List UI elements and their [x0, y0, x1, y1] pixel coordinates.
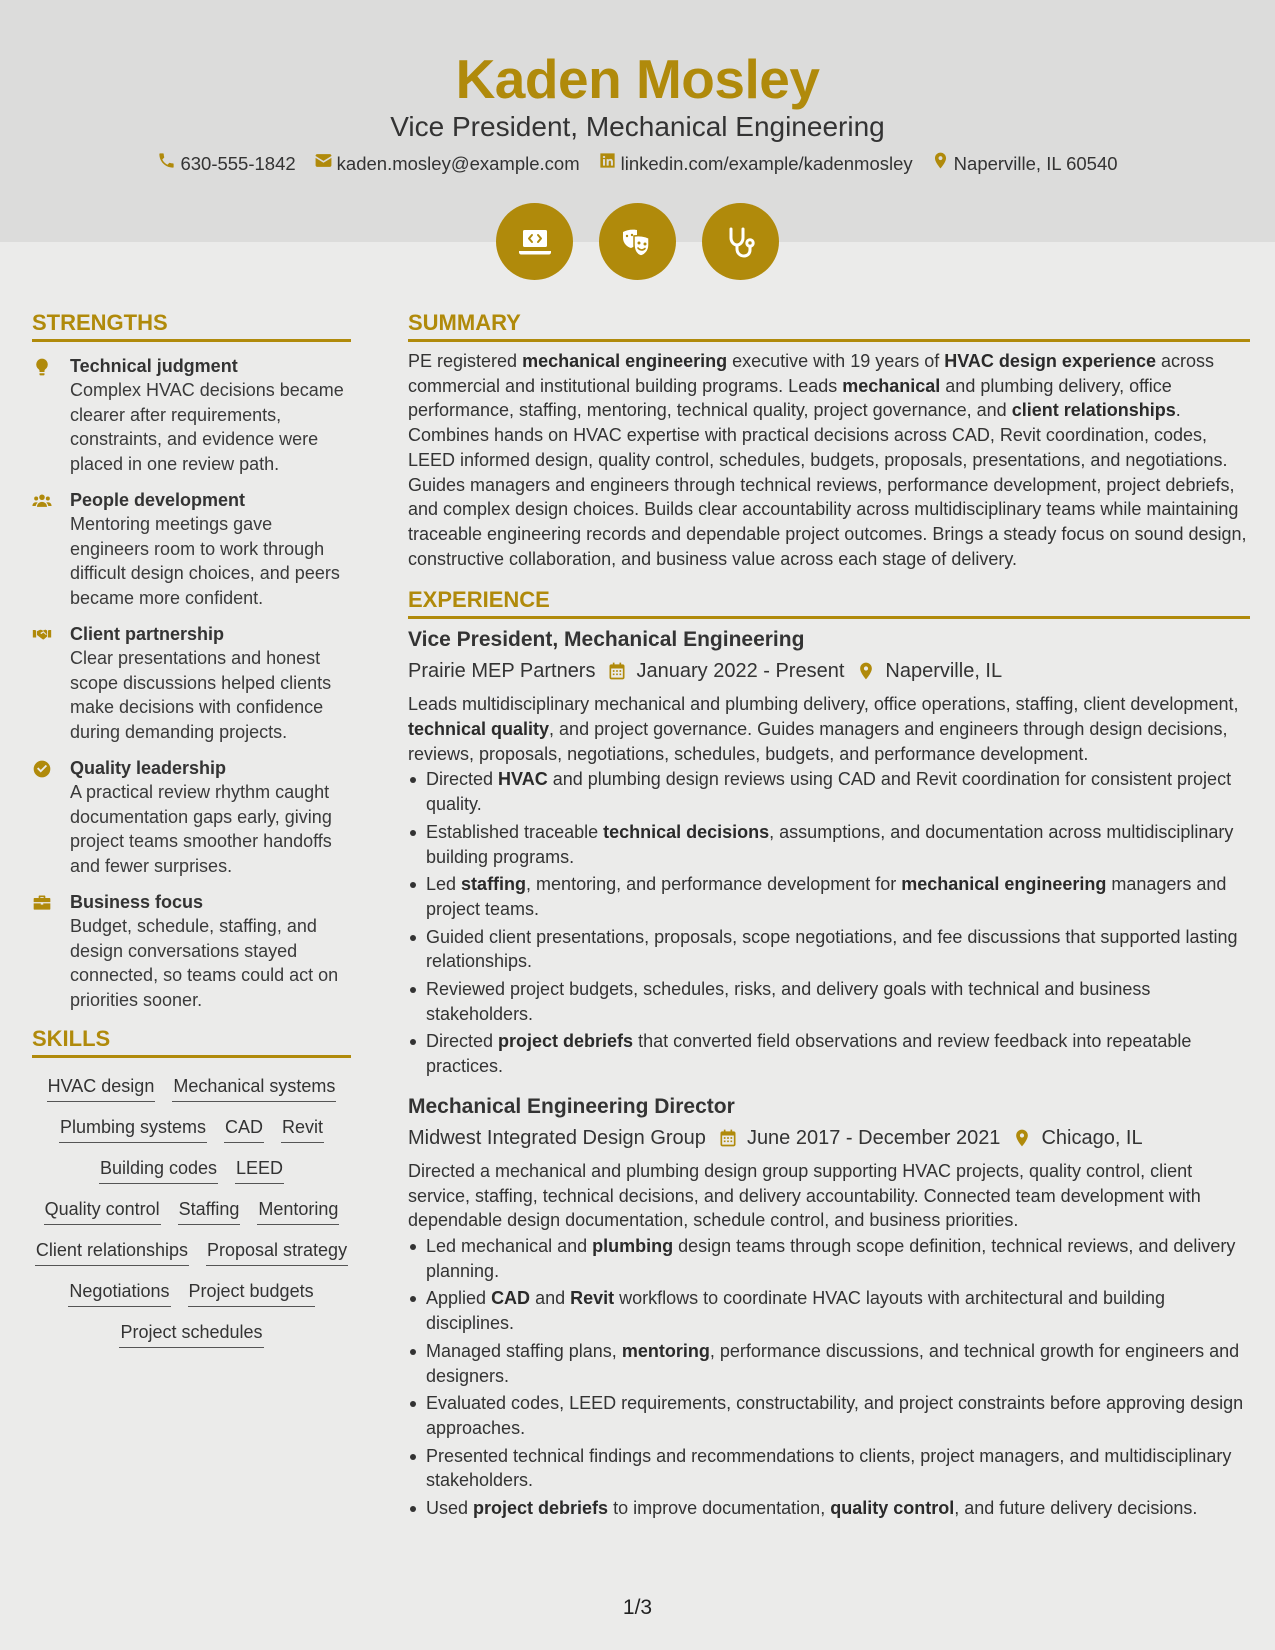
- map-pin-icon: [856, 661, 876, 681]
- strengths-list: [32, 354, 351, 1012]
- candidate-title: Vice President, Mechanical Engineering: [390, 111, 885, 142]
- job-role: Vice President, Mechanical Engineering: [408, 628, 805, 652]
- strength-item: [32, 890, 351, 1012]
- location-text: Naperville, IL 60540: [953, 153, 1118, 174]
- contact-row: [0, 151, 1275, 177]
- job-bullets: [408, 767, 1250, 1078]
- stethoscope-icon: [702, 203, 779, 280]
- job-location: Naperville, IL: [885, 660, 1003, 683]
- skills-section: [32, 1024, 351, 1348]
- linkedin-icon: [598, 151, 617, 177]
- job-bullet: Directed project debriefs that converted field observations and review feedback into repeatable practices.: [408, 1029, 1250, 1078]
- strength-desc: Mentoring meetings gave engineers room to work through difficult design choices, and peers became more confident.: [70, 514, 340, 608]
- strength-title: Technical judgment: [70, 356, 238, 376]
- job-company: Prairie MEP Partners: [408, 660, 596, 683]
- strength-desc: Complex HVAC decisions became clearer after requirements, constraints, and evidence were placed in one review path.: [70, 380, 344, 474]
- skill-tag: Client relationships: [35, 1238, 189, 1266]
- candidate-name: Kaden Mosley: [455, 48, 820, 110]
- skill-tag: Negotiations: [68, 1279, 170, 1307]
- check-circle-icon: [32, 756, 70, 878]
- job-entry: [408, 1093, 1250, 1521]
- calendar-icon: [607, 661, 627, 681]
- job-description: Leads multidisciplinary mechanical and plumbing delivery, office operations, staffing, client development, technical quality, and project governance. Guides managers and engineers through design decisions, reviews, proposals, negotiations, schedules, budgets, and performance development.: [408, 694, 1239, 764]
- skill-tag: Revit: [281, 1115, 324, 1143]
- job-company: Midwest Integrated Design Group: [408, 1126, 706, 1149]
- contact-phone[interactable]: [157, 151, 295, 177]
- job-bullet: Directed HVAC and plumbing design reviews using CAD and Revit coordination for consistent project quality.: [408, 767, 1250, 816]
- job-entry: [408, 626, 1250, 1079]
- skill-tag: LEED: [235, 1156, 284, 1184]
- job-bullet: Evaluated codes, LEED requirements, constructability, and project constraints before approving design approaches.: [408, 1391, 1250, 1440]
- skill-tag: HVAC design: [47, 1074, 156, 1102]
- skill-tag: Quality control: [44, 1197, 161, 1225]
- skills-heading: SKILLS: [32, 1024, 351, 1058]
- job-role: Mechanical Engineering Director: [408, 1094, 735, 1118]
- skill-tag: Mechanical systems: [172, 1074, 336, 1102]
- skill-tag: Project budgets: [188, 1279, 315, 1307]
- skill-tag: Proposal strategy: [206, 1238, 348, 1266]
- job-description: Directed a mechanical and plumbing design group supporting HVAC projects, quality control, client service, staffing, technical decisions, and delivery accountability. Connected team development with dependable design documentation, schedule control, and business priorities.: [408, 1160, 1201, 1231]
- job-bullet: Used project debriefs to improve documentation, quality control, and future delivery decisions.: [408, 1496, 1250, 1521]
- experience-section: [408, 585, 1250, 1520]
- job-bullet: Led staffing, mentoring, and performance development for mechanical engineering managers and project teams.: [408, 872, 1250, 921]
- skill-tag: CAD: [224, 1115, 264, 1143]
- job-bullet: Led mechanical and plumbing design teams through scope definition, technical reviews, and delivery planning.: [408, 1234, 1250, 1283]
- job-location: Chicago, IL: [1041, 1126, 1143, 1149]
- summary-heading: SUMMARY: [408, 308, 1250, 342]
- job-dates: June 2017 - December 2021: [746, 1126, 1001, 1149]
- right-column: [408, 308, 1250, 1524]
- job-bullet: Reviewed project budgets, schedules, risks, and delivery goals with technical and business stakeholders.: [408, 977, 1250, 1026]
- strength-desc: Budget, schedule, staffing, and design conversations stayed connected, so teams could act on priorities sooner.: [70, 916, 339, 1010]
- strength-desc: A practical review rhythm caught documentation gaps early, giving project teams smoother handoffs and fewer surprises.: [70, 782, 332, 876]
- job-meta: [408, 656, 1250, 686]
- strength-item: [32, 354, 351, 476]
- left-column: [32, 308, 351, 1348]
- job-bullet: Guided client presentations, proposals, scope negotiations, and fee discussions that supported lasting relationships.: [408, 925, 1250, 974]
- job-dates: January 2022 - Present: [636, 660, 845, 683]
- job-bullet: Applied CAD and Revit workflows to coordinate HVAC layouts with architectural and building disciplines.: [408, 1286, 1250, 1335]
- phone-icon: [157, 151, 176, 177]
- job-meta: [408, 1123, 1250, 1153]
- strength-title: Client partnership: [70, 624, 225, 644]
- phone-text: 630-555-1842: [180, 153, 296, 174]
- strength-item: [32, 756, 351, 878]
- summary-text: PE registered mechanical engineering executive with 19 years of HVAC design experience across commercial and institutional building programs. Leads mechanical and plumbing delivery, office performance, staffing, mentoring, technical quality, project governance, and client relationships. Combines hands on HVAC expertise with practical decisions across CAD, Revit coordination, codes, LEED informed design, quality control, schedules, budgets, proposals, presentations, and negotiations. Guides managers and engineers through technical reviews, performance development, project debriefs, and complex design choices. Builds clear accountability across multidisciplinary teams while maintaining traceable engineering records and dependable project outcomes. Brings a steady focus on sound design, constructive collaboration, and business value across each stage of delivery.: [408, 351, 1247, 569]
- skill-tag: Project schedules: [119, 1320, 263, 1348]
- strength-item: [32, 488, 351, 610]
- briefcase-icon: [32, 890, 70, 1012]
- strength-item: [32, 622, 351, 744]
- map-pin-icon: [931, 151, 950, 177]
- contact-location: [931, 151, 1118, 177]
- strength-title: Quality leadership: [70, 758, 227, 778]
- skill-tag: Mentoring: [257, 1197, 339, 1225]
- page-number: 1/3: [622, 1596, 653, 1619]
- users-icon: [32, 488, 70, 610]
- theater-masks-icon: [599, 203, 676, 280]
- strength-desc: Clear presentations and honest scope discussions helped clients make decisions with confidence during demanding projects.: [70, 648, 332, 742]
- linkedin-text: linkedin.com/example/kadenmosley: [620, 153, 913, 174]
- contact-email[interactable]: [314, 151, 580, 177]
- job-bullet: Established traceable technical decisions, assumptions, and documentation across multidisciplinary building programs.: [408, 820, 1250, 869]
- interest-badges: [0, 203, 1275, 280]
- email-text: kaden.mosley@example.com: [336, 153, 580, 174]
- handshake-icon: [32, 622, 70, 744]
- laptop-code-icon: [496, 203, 573, 280]
- skill-tag: Building codes: [99, 1156, 218, 1184]
- job-bullet: Managed staffing plans, mentoring, performance discussions, and technical growth for engineers and designers.: [408, 1339, 1250, 1388]
- skill-tag: Staffing: [178, 1197, 241, 1225]
- job-bullet: Presented technical findings and recommendations to clients, project managers, and multidisciplinary stakeholders.: [408, 1444, 1250, 1493]
- job-bullets: [408, 1234, 1250, 1521]
- skill-tag: Plumbing systems: [59, 1115, 207, 1143]
- lightbulb-icon: [32, 354, 70, 476]
- envelope-icon: [314, 151, 333, 177]
- map-pin-icon: [1012, 1128, 1032, 1148]
- experience-heading: EXPERIENCE: [408, 585, 1250, 619]
- calendar-icon: [718, 1128, 738, 1148]
- contact-linkedin[interactable]: [598, 151, 913, 177]
- strength-title: Business focus: [70, 892, 204, 912]
- skills-list: [32, 1066, 351, 1348]
- strengths-heading: STRENGTHS: [32, 308, 351, 342]
- strength-title: People development: [70, 490, 246, 510]
